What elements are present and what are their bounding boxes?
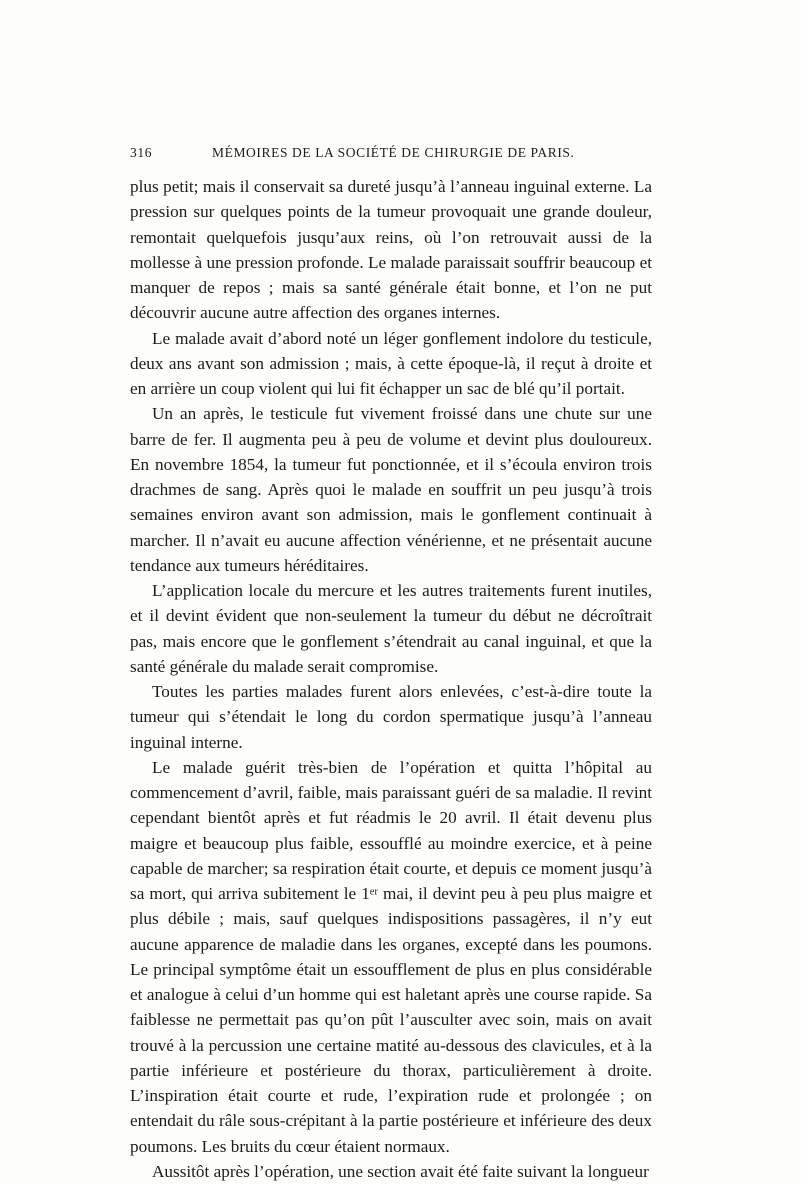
paragraph: Aussitôt après l’opération, une section avait été faite suivant la longueur: [152, 1161, 649, 1181]
page-number: 316: [130, 145, 153, 160]
paragraph: plus petit; mais il conservait sa dureté jusqu’à l’anneau inguinal externe. La pression sur quelques points de la tumeur provoquait une grande douleur, remontait quelquefois jusqu’aux reins, où l’on retrouvait aussi de la mollesse à une pression profonde. Le malade paraissait souffrir beaucoup et manquer de repos ; mais sa santé générale était bonne, et l’on ne put découvrir aucune autre affection des organes internes.: [130, 177, 652, 323]
running-head: MÉMOIRES DE LA SOCIÉTÉ DE CHIRURGIE DE PARIS.: [212, 145, 575, 160]
paragraph: Le malade guérit très-bien de l’opération et quitta l’hôpital au commencement d’avril, faible, mais paraissant guéri de sa maladie. Il revint cependant bientôt après et fut réadmis le 20 avril. Il était devenu plus maigre et beaucoup plus faible, essoufflé au moindre exercice, et à peine capable de marcher; sa respiration était courte, et depuis ce moment jusqu’à sa mort, qui arriva subitement le 1ᵉʳ mai, il devint peu à peu plus maigre et plus débile ; mais, sauf quelques indispositions passagères, il n’y eut aucune apparence de maladie dans les organes, excepté dans les poumons. Le principal symptôme était un essoufflement de plus en plus considérable et analogue à celui d’un homme qui est haletant après une course rapide. Sa faiblesse ne permettait pas qu’on pût l’ausculter avec soin, mais on avait trouvé à la percussion une certaine matité au-dessous des clavicules, et à la partie inférieure et postérieure du thorax, particulièrement à droite. L’inspiration était courte et rude, l’expiration rude et prolongée ; on entendait du râle sous-crépitant à la partie postérieure et inférieure des deux poumons. Les bruits du cœur étaient normaux.: [130, 757, 652, 1156]
paragraph: L’application locale du mercure et les autres traitements furent inutiles, et il devint évident que non-seulement la tumeur du début ne décroîtrait pas, mais encore que le gonflement s’étendrait au canal inguinal, et que la santé générale du malade serait compromise.: [130, 581, 652, 676]
paragraph: Toutes les parties malades furent alors enlevées, c’est-à-dire toute la tumeur qui s’étendait le long du cordon spermatique jusqu’à l’anneau inguinal interne.: [130, 682, 652, 752]
paragraph: Un an après, le testicule fut vivement froissé dans une chute sur une barre de fer. Il augmenta peu à peu de volume et devint plus douloureux. En novembre 1854, la tumeur fut ponctionnée, et il s’écoula environ trois drachmes de sang. Après quoi le malade en souffrit un peu jusqu’à trois semaines environ avant son admission, mais le gonflement continuait à marcher. Il n’avait eu aucune affection vénérienne, et ne présentait aucune tendance aux tumeurs héréditaires.: [130, 404, 652, 575]
body-text: [130, 174, 652, 1184]
page-header: [130, 145, 650, 167]
paragraph: Le malade avait d’abord noté un léger gonflement indolore du testicule, deux ans avant son admission ; mais, à cette époque-là, il reçut à droite et en arrière un coup violent qui lui fit échapper un sac de blé qu’il portait.: [130, 328, 652, 398]
